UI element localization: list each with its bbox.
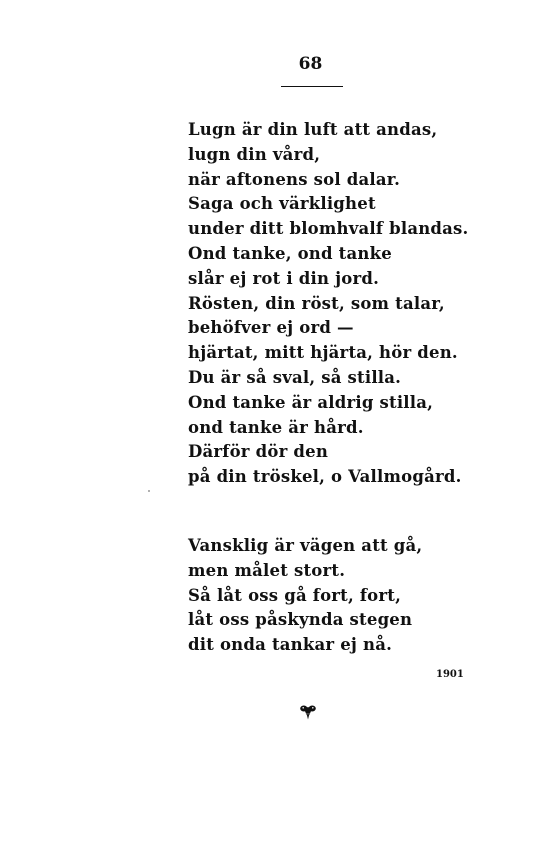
floral-vignette-svg (300, 704, 316, 720)
header-rule (281, 86, 343, 87)
floral-vignette-icon (300, 704, 316, 720)
poem-line: ond tanke är hård. (188, 417, 364, 437)
poem-line: Därför dör den (188, 442, 329, 462)
poem-line: Rösten, din röst, som talar, (188, 293, 445, 313)
poem-line: Ond tanke, ond tanke (188, 243, 392, 263)
poem-line: låt oss påskynda stegen (188, 610, 413, 630)
poem-stanza-2 (188, 534, 422, 658)
poem-line: när aftonens sol dalar. (188, 169, 401, 189)
poem-line: Du är så sval, så stilla. (188, 367, 402, 387)
poem-line: men målet stort. (188, 560, 346, 580)
page-number: 68 (298, 54, 323, 74)
poem-line: Så låt oss gå fort, fort, (188, 585, 402, 605)
poem-line: Ond tanke är aldrig stilla, (188, 392, 434, 412)
poem-line: under ditt blomhvalf blandas. (188, 219, 469, 239)
poem-line: behöfver ej ord — (188, 318, 354, 338)
poem-line: på din tröskel, o Vallmogård. (188, 467, 462, 487)
poem-line: Vansklig är vägen att gå, (188, 536, 423, 555)
poem-line: lugn din vård, (188, 144, 321, 164)
scan-speck (148, 490, 150, 492)
poem-line: dit onda tankar ej nå. (188, 635, 393, 655)
poem-line: slår ej rot i din jord. (188, 268, 380, 288)
poem-stanza-1 (188, 118, 468, 490)
poem-line: Saga och värklighet (188, 194, 376, 214)
poem-year: 1901 (436, 669, 464, 680)
poem-line: hjärtat, mitt hjärta, hör den. (188, 343, 458, 363)
poem-line: Lugn är din luft att andas, (188, 120, 438, 139)
